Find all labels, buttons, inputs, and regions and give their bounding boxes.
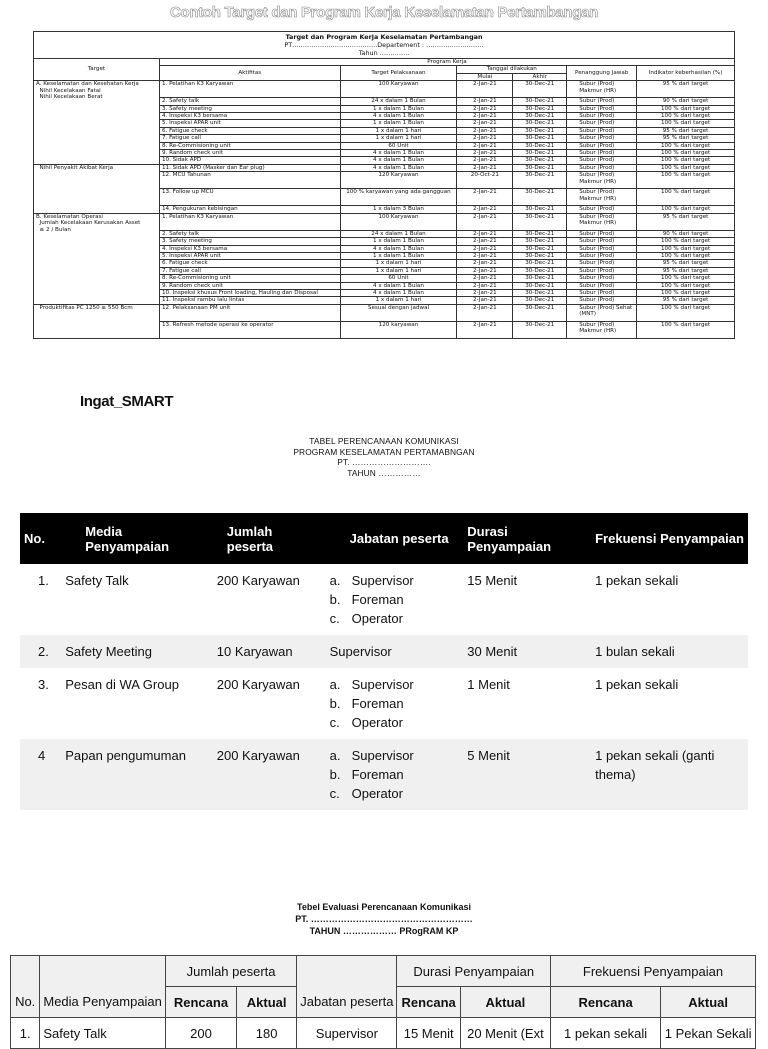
mulai-cell: 2-Jan-21 (457, 238, 513, 245)
pj-cell: Subur (Prod) (567, 267, 637, 274)
jabatan-label: Foreman (351, 767, 404, 782)
mulai-cell: 2-Jan-21 (457, 206, 513, 213)
eval-row-f-rencana: 1 pekan sekali (550, 1018, 660, 1049)
mulai-cell: 2-Jan-21 (457, 189, 513, 206)
row-jabatan: Supervisor (326, 635, 464, 668)
pj-cell: Subur (Prod) (567, 275, 637, 282)
eval-header-no: No. (11, 956, 40, 1018)
pj-cell: Subur (Prod) Makmur (HR) (567, 189, 637, 206)
row-frekuensi: 1 pekan sekali (ganti thema) (591, 739, 748, 810)
pj-cell: Subur (Prod) Sehat (MNT) (567, 304, 637, 321)
target-pelaksanaan-cell: 1 x dalam 1 hari (340, 127, 457, 134)
row-no: 2. (20, 635, 61, 668)
list-marker: a. (329, 573, 341, 588)
pj-cell: Subur (Prod) (567, 98, 637, 105)
target-pelaksanaan-cell: 1 x dalam 1 hari (340, 297, 457, 304)
jabatan-label: Supervisor (351, 748, 414, 763)
target-pelaksanaan-cell: 100 Karyawan (340, 213, 457, 230)
aktifitas-cell: 11. Sidak APD (Masker dan Ear plug) (159, 164, 340, 171)
indikator-cell: 100 % dari target (637, 275, 735, 282)
communication-plan-table (20, 513, 748, 810)
row-durasi: 1 Menit (467, 677, 510, 692)
pj-cell: Subur (Prod) (567, 238, 637, 245)
akhir-cell: 30-Dec-21 (513, 304, 567, 321)
pj-cell: Subur (Prod) (567, 289, 637, 296)
jabatan-list (330, 675, 460, 732)
list-item (330, 675, 460, 694)
aktifitas-cell: 4. Inspeksi K3 bersama (159, 245, 340, 252)
row-jumlah: 200 Karyawan (213, 739, 326, 810)
mulai-cell: 2-Jan-21 (457, 289, 513, 296)
eval-row-media: Safety Talk (40, 1018, 166, 1049)
aktifitas-cell: 3. Safety meeting (159, 238, 340, 245)
header-jumlah: Jumlah peserta (213, 513, 326, 564)
eval-jumlah-aktual: Aktual (237, 987, 297, 1018)
table-row (34, 213, 735, 230)
aktifitas-cell: 6. Fatigue check (159, 127, 340, 134)
eval-frekuensi-aktual: Aktual (661, 987, 756, 1018)
akhir-cell: 30-Dec-21 (513, 127, 567, 134)
indikator-cell: 100 % dari target (637, 120, 735, 127)
row-durasi: 15 Menit (467, 573, 518, 588)
aktifitas-cell: 6. Fatigue check (159, 260, 340, 267)
target-pelaksanaan-cell: 4 x dalam 1 Bulan (340, 157, 457, 164)
list-marker: a. (329, 677, 341, 692)
table-row (34, 304, 735, 321)
mulai-cell: 2-Jan-21 (457, 260, 513, 267)
row-media: Papan pengumuman (61, 739, 213, 810)
pj-cell: Subur (Prod) (567, 252, 637, 259)
target-cell (34, 81, 160, 165)
akhir-cell: 30-Dec-21 (513, 282, 567, 289)
col-pj-header: Penanggung Jawab (567, 66, 637, 81)
target-line: Produktifitas PC 1250 ≥ 550 Bcm (36, 304, 133, 311)
jabatan-label: Operator (351, 611, 403, 626)
aktifitas-cell: 8. Re-Commisioning unit (159, 142, 340, 149)
row-no: 1. (38, 573, 49, 588)
indikator-cell: 95 % dari target (637, 260, 735, 267)
header-no: No. (20, 513, 61, 564)
table2-caption: TABEL PERENCANAAN KOMUNIKASI PROGRAM KESELAMATAN PERTAMABNGAN PT. ………………………. TAHUN …………… (293, 436, 475, 478)
mulai-cell: 2-Jan-21 (457, 98, 513, 105)
jabatan-list (330, 571, 460, 628)
jabatan-label: Operator (351, 715, 403, 730)
aktifitas-cell: 7. Fatigue call (159, 135, 340, 142)
mulai-cell: 2-Jan-21 (457, 135, 513, 142)
pj-cell: Subur (Prod) (567, 157, 637, 164)
list-marker: b. (329, 696, 341, 711)
akhir-cell: 30-Dec-21 (513, 297, 567, 304)
aktifitas-cell: 12. MCU Tahunan (159, 172, 340, 189)
akhir-cell: 30-Dec-21 (513, 267, 567, 274)
eval-header-media: Media Penyampaian (40, 956, 166, 1018)
pj-cell: Subur (Prod) (567, 206, 637, 213)
pj-cell: Subur (Prod) (567, 230, 637, 237)
pj-cell: Subur (Prod) (567, 282, 637, 289)
list-marker: c. (329, 715, 340, 730)
eval-jumlah-rencana: Rencana (165, 987, 236, 1018)
target-pelaksanaan-cell: 24 x dalam 1 Bulan (340, 98, 457, 105)
target-pelaksanaan-cell: 120 Karyawan (340, 172, 457, 189)
aktifitas-cell: 5. Inspeksi APAR unit (159, 252, 340, 259)
target-line: A. Keselamatan dan Kesehatan Kerja (36, 81, 139, 88)
target-pelaksanaan-cell: 4 x dalam 1 Bulan (340, 164, 457, 171)
pj-cell: Subur (Prod) Makmur (HR) (567, 321, 637, 338)
akhir-cell: 30-Dec-21 (513, 321, 567, 338)
row-frekuensi: 1 pekan sekali (595, 677, 679, 692)
akhir-cell: 30-Dec-21 (513, 172, 567, 189)
akhir-cell: 30-Dec-21 (513, 275, 567, 282)
aktifitas-cell: 3. Safety meeting (159, 105, 340, 112)
mulai-cell: 2-Jan-21 (457, 120, 513, 127)
eval-durasi-aktual: Aktual (460, 987, 550, 1018)
indikator-cell: 100 % dari target (637, 113, 735, 120)
header-media: Media Penyampaian (61, 513, 213, 564)
akhir-cell: 30-Dec-21 (513, 189, 567, 206)
target-pelaksanaan-cell: Sesuai dengan jadwal (340, 304, 457, 321)
communication-evaluation-table (10, 955, 756, 1049)
jabatan-label: Operator (351, 786, 403, 801)
pj-cell: Subur (Prod) Makmur (HR) (567, 81, 637, 98)
indikator-cell: 100 % dari target (637, 172, 735, 189)
col-program-header: Program Kerja (159, 59, 734, 66)
target-pelaksanaan-cell: 4 x dalam 1 Bulan (340, 289, 457, 296)
header-durasi: Durasi Penyampaian (463, 513, 591, 564)
aktifitas-cell: 9. Random check unit (159, 150, 340, 157)
target-line: Jumlah Kecelakaan Kerusakan Asset (36, 220, 141, 227)
target-pelaksanaan-cell: 1 x dalam 1 hari (340, 267, 457, 274)
col-target-header: Target (34, 59, 160, 81)
mulai-cell: 2-Jan-21 (457, 230, 513, 237)
aktifitas-cell: 1. Pelatihan K3 Karyawan (159, 81, 340, 98)
aktifitas-cell: 11. Inspeksi rambu lalu lintas (159, 297, 340, 304)
target-pelaksanaan-cell: 4 x dalam 1 Bulan (340, 245, 457, 252)
mulai-cell: 2-Jan-21 (457, 150, 513, 157)
row-frekuensi: 1 bulan sekali (591, 635, 748, 668)
list-marker: b. (329, 767, 341, 782)
aktifitas-cell: 2. Safety talk (159, 230, 340, 237)
row-media: Safety Meeting (61, 635, 213, 668)
aktifitas-cell: 10. Sidak APD (159, 157, 340, 164)
eval-row-no: 1. (11, 1018, 40, 1049)
target-pelaksanaan-cell: 4 x dalam 1 Bulan (340, 150, 457, 157)
eval-row-jabatan: Supervisor (297, 1018, 397, 1049)
row-jumlah: 10 Karyawan (213, 635, 326, 668)
aktifitas-cell: 1. Pelatihan K3 Karyawan (159, 213, 340, 230)
target-pelaksanaan-cell: 1 x dalam 3 Bulan (340, 206, 457, 213)
row-jumlah: 200 Karyawan (216, 677, 300, 692)
jabatan-label: Supervisor (351, 573, 414, 588)
mulai-cell: 2-Jan-21 (457, 297, 513, 304)
target-cell (34, 213, 160, 304)
indikator-cell: 100 % dari target (637, 164, 735, 171)
col-akhir-header: Akhir (513, 73, 567, 80)
indikator-cell: 100 % dari target (637, 189, 735, 206)
list-marker: c. (329, 611, 340, 626)
aktifitas-cell: 4. Inspeksi K3 bersama (159, 113, 340, 120)
row-jabatan (326, 668, 464, 739)
list-item (330, 746, 460, 765)
akhir-cell: 30-Dec-21 (513, 135, 567, 142)
mulai-cell: 2-Jan-21 (457, 321, 513, 338)
list-item (330, 765, 460, 784)
ingat-smart-note: Ingat_SMART (80, 393, 174, 410)
indikator-cell: 95 % dari target (637, 297, 735, 304)
akhir-cell: 30-Dec-21 (513, 260, 567, 267)
table-row (34, 81, 735, 98)
jabatan-label: Supervisor (351, 677, 414, 692)
target-pelaksanaan-cell: 60 Unit (340, 275, 457, 282)
list-marker: c. (329, 786, 340, 801)
akhir-cell: 30-Dec-21 (513, 213, 567, 230)
mulai-cell: 2-Jan-21 (457, 105, 513, 112)
list-item (330, 571, 460, 590)
pj-cell: Subur (Prod) (567, 245, 637, 252)
target-line: ≤ 2 / Bulan (36, 226, 71, 233)
pj-cell: Subur (Prod) Makmur (HR) (567, 213, 637, 230)
indikator-cell: 95 % dari target (637, 213, 735, 230)
target-pelaksanaan-cell: 1 x dalam 1 hari (340, 260, 457, 267)
pj-cell: Subur (Prod) Makmur (HR) (567, 172, 637, 189)
target-pelaksanaan-cell: 120 karyawan (340, 321, 457, 338)
target-cell (34, 304, 160, 338)
indikator-cell: 100 % dari target (637, 245, 735, 252)
aktifitas-cell: 13. Refresh metode operasi ke operator (159, 321, 340, 338)
pj-cell: Subur (Prod) (567, 297, 637, 304)
mulai-cell: 2-Jan-21 (457, 81, 513, 98)
eval-durasi-rencana: Rencana (397, 987, 460, 1018)
akhir-cell: 30-Dec-21 (513, 245, 567, 252)
row-media: Pesan di WA Group (65, 677, 179, 692)
row-durasi: 30 Menit (463, 635, 591, 668)
row-durasi: 5 Menit (463, 739, 591, 810)
indikator-cell: 100 % dari target (637, 142, 735, 149)
pj-cell: Subur (Prod) (567, 120, 637, 127)
mulai-cell: 2-Jan-21 (457, 275, 513, 282)
eval-row-j-aktual: 180 (237, 1018, 297, 1049)
aktifitas-cell: 13. Follow up MCU (159, 189, 340, 206)
akhir-cell: 30-Dec-21 (513, 157, 567, 164)
mulai-cell: 2-Jan-21 (457, 245, 513, 252)
row-jabatan (326, 564, 464, 635)
mulai-cell: 2-Jan-21 (457, 142, 513, 149)
header-frekuensi: Frekuensi Penyampaian (591, 513, 748, 564)
target-pelaksanaan-cell: 1 x dalam 1 Bulan (340, 105, 457, 112)
list-item (330, 609, 460, 628)
akhir-cell: 30-Dec-21 (513, 142, 567, 149)
target-line: Nihil Kecelakaan Fatal (36, 87, 101, 94)
eval-header-jumlah: Jumlah peserta (165, 956, 296, 987)
akhir-cell: 30-Dec-21 (513, 206, 567, 213)
col-tanggal-header: Tanggal dilakukan (457, 66, 567, 73)
jabatan-list (330, 746, 460, 803)
eval-row-j-rencana: 200 (165, 1018, 236, 1049)
indikator-cell: 95 % dari target (637, 135, 735, 142)
target-pelaksanaan-cell: 100 % karyawan yang ada gangguan (340, 189, 457, 206)
target-pelaksanaan-cell: 60 Unit (340, 142, 457, 149)
target-pelaksanaan-cell: 100 Karyawan (340, 81, 457, 98)
indikator-cell: 100 % dari target (637, 321, 735, 338)
table-row (11, 1018, 756, 1049)
col-indikator-header: Indikator keberhasilan (%) (637, 66, 735, 81)
col-mulai-header: Mulai (457, 73, 513, 80)
indikator-cell: 100 % dari target (637, 289, 735, 296)
pj-cell: Subur (Prod) (567, 135, 637, 142)
eval-row-f-aktual: 1 Pekan Sekali (661, 1018, 756, 1049)
indikator-cell: 100 % dari target (637, 252, 735, 259)
aktifitas-cell: 8. Re-Commisioning unit (159, 275, 340, 282)
indikator-cell: 100 % dari target (637, 157, 735, 164)
aktifitas-cell: 5. Inspeksi APAR unit (159, 120, 340, 127)
mulai-cell: 2-Jan-21 (457, 164, 513, 171)
table-row (20, 635, 748, 668)
eval-frekuensi-rencana: Rencana (550, 987, 660, 1018)
mulai-cell: 2-Jan-21 (457, 267, 513, 274)
akhir-cell: 30-Dec-21 (513, 81, 567, 98)
mulai-cell: 2-Jan-21 (457, 157, 513, 164)
pj-cell: Subur (Prod) (567, 260, 637, 267)
table-row (34, 164, 735, 171)
target-pelaksanaan-cell: 1 x dalam 1 hari (340, 135, 457, 142)
target-pelaksanaan-cell: 4 x dalam 1 Bulan (340, 282, 457, 289)
aktifitas-cell: 10. Inspeksi khusus Front loading, Hauling dan Disposal (159, 289, 340, 296)
indikator-cell: 90 % dari target (637, 98, 735, 105)
target-line: Nihil Kecelakaan Berat (36, 94, 103, 101)
eval-header-jabatan: Jabatan peserta (297, 956, 397, 1018)
eval-header-frekuensi: Frekuensi Penyampaian (550, 956, 755, 987)
indikator-cell: 90 % dari target (637, 230, 735, 237)
target-cell (34, 164, 160, 213)
eval-row-d-rencana: 15 Menit (397, 1018, 460, 1049)
target-line: Nihil Penyakit Akibat Kerja (36, 164, 114, 171)
indikator-cell: 100 % dari target (637, 150, 735, 157)
indikator-cell: 95 % dari target (637, 267, 735, 274)
list-marker: a. (329, 748, 341, 763)
row-frekuensi: 1 pekan sekali (595, 573, 679, 588)
jabatan-label: Foreman (351, 696, 404, 711)
jabatan-label: Foreman (351, 592, 404, 607)
akhir-cell: 30-Dec-21 (513, 230, 567, 237)
list-item (330, 694, 460, 713)
header-jabatan: Jabatan peserta (326, 513, 464, 564)
indikator-cell: 100 % dari target (637, 304, 735, 321)
indikator-cell: 100 % dari target (637, 105, 735, 112)
list-item (330, 713, 460, 732)
akhir-cell: 30-Dec-21 (513, 98, 567, 105)
table3-caption: Tebel Evaluasi Perencanaan Komunikasi PT. ……………………………………………… TAHUN ……………… PRogRAM KP (295, 902, 473, 936)
aktifitas-cell: 7. Fatigue call (159, 267, 340, 274)
list-item (330, 784, 460, 803)
eval-header-durasi: Durasi Penyampaian (397, 956, 551, 987)
table-row (20, 564, 748, 635)
akhir-cell: 30-Dec-21 (513, 105, 567, 112)
akhir-cell: 30-Dec-21 (513, 150, 567, 157)
list-item (330, 590, 460, 609)
col-target-pelaksanaan-header: Target Pelaksanaan (340, 66, 457, 81)
row-media: Safety Talk (65, 573, 129, 588)
akhir-cell: 30-Dec-21 (513, 252, 567, 259)
mulai-cell: 2-Jan-21 (457, 282, 513, 289)
mulai-cell: 20-Oct-21 (457, 172, 513, 189)
mulai-cell: 2-Jan-21 (457, 304, 513, 321)
aktifitas-cell: 14. Pengukuran kebisingan (159, 206, 340, 213)
akhir-cell: 30-Dec-21 (513, 164, 567, 171)
pj-cell: Subur (Prod) (567, 164, 637, 171)
mulai-cell: 2-Jan-21 (457, 213, 513, 230)
pj-cell: Subur (Prod) (567, 150, 637, 157)
target-program-table (33, 31, 735, 339)
akhir-cell: 30-Dec-21 (513, 113, 567, 120)
target-pelaksanaan-cell: 1 x dalam 1 Bulan (340, 120, 457, 127)
indikator-cell: 95 % dari target (637, 127, 735, 134)
col-aktifitas-header: Aktifitas (159, 66, 340, 81)
aktifitas-cell: 12. Pelaksanaan PM unit (159, 304, 340, 321)
pj-cell: Subur (Prod) (567, 127, 637, 134)
mulai-cell: 2-Jan-21 (457, 252, 513, 259)
target-line: B. Keselamatan Operasi (36, 213, 103, 220)
row-jabatan (326, 739, 464, 810)
indikator-cell: 100 % dari target (637, 282, 735, 289)
indikator-cell: 95 % dari target (637, 81, 735, 98)
target-pelaksanaan-cell: 1 x dalam 1 Bulan (340, 238, 457, 245)
table-row (20, 668, 748, 739)
pj-cell: Subur (Prod) (567, 113, 637, 120)
page-title: Contoh Target dan Program Kerja Keselamatan Pertambangan (169, 4, 599, 21)
akhir-cell: 30-Dec-21 (513, 120, 567, 127)
indikator-cell: 100 % dari target (637, 238, 735, 245)
indikator-cell: 100 % dari target (637, 206, 735, 213)
mulai-cell: 2-Jan-21 (457, 127, 513, 134)
list-marker: b. (329, 592, 341, 607)
table-row (20, 739, 748, 810)
target-pelaksanaan-cell: 4 x dalam 1 Bulan (340, 113, 457, 120)
table1-caption: Target dan Program Kerja Keselamatan Pertambangan PT………………………………….Departement : ……………………… Tahun ………….. (34, 32, 735, 59)
mulai-cell: 2-Jan-21 (457, 113, 513, 120)
pj-cell: Subur (Prod) (567, 105, 637, 112)
eval-row-d-aktual: 20 Menit (Ext (460, 1018, 550, 1049)
target-pelaksanaan-cell: 24 x dalam 1 Bulan (340, 230, 457, 237)
aktifitas-cell: 9. Random check unit (159, 282, 340, 289)
akhir-cell: 30-Dec-21 (513, 238, 567, 245)
row-no: 4 (20, 739, 61, 810)
pj-cell: Subur (Prod) (567, 142, 637, 149)
row-no: 3. (38, 677, 49, 692)
aktifitas-cell: 2. Safety talk (159, 98, 340, 105)
akhir-cell: 30-Dec-21 (513, 289, 567, 296)
target-pelaksanaan-cell: 1 x dalam 1 Bulan (340, 252, 457, 259)
row-jumlah: 200 Karyawan (216, 573, 300, 588)
